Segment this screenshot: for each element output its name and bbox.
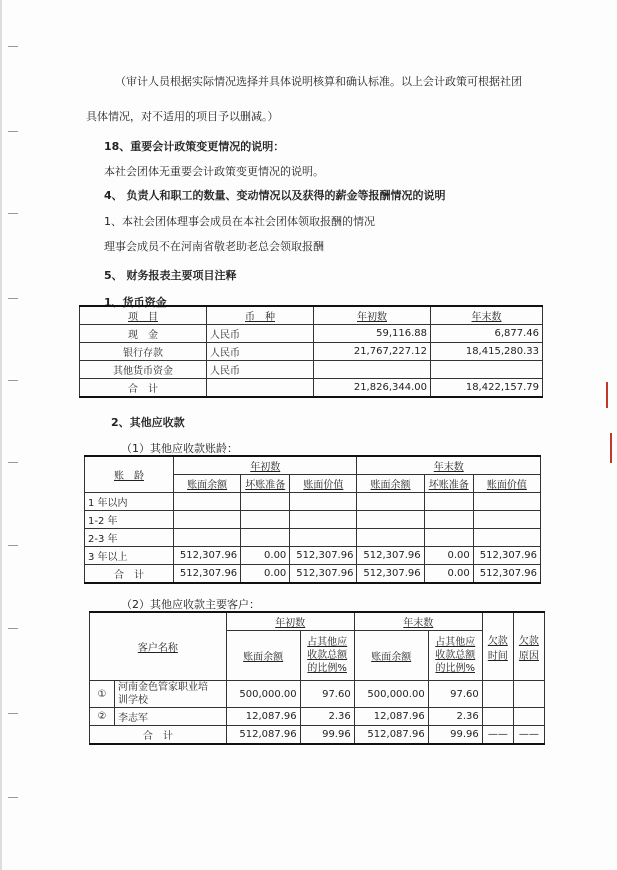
header-begin-group: 年初数	[226, 612, 354, 631]
section-4-heading: 4、 负责人和职工的数量、变动情况以及获得的薪金等报酬情况的说明	[104, 189, 446, 202]
cell	[174, 529, 241, 547]
header-text: 收款总额	[307, 650, 348, 661]
cell	[314, 361, 431, 379]
margin-mark	[8, 628, 18, 629]
red-margin-mark	[606, 382, 608, 408]
header-cell: 账面余额	[354, 631, 428, 681]
cell-text: 河南金色管家职业培	[118, 682, 208, 693]
cell: 人民币	[207, 325, 314, 343]
cell: 12,087.96	[354, 708, 428, 726]
cash-col-end	[431, 306, 543, 325]
margin-mark	[8, 713, 18, 714]
header-text: 收款总额	[435, 650, 476, 661]
cell	[290, 529, 357, 547]
table-row	[80, 361, 543, 379]
cell: 18,415,280.33	[431, 343, 543, 361]
cell: 现 金	[80, 325, 207, 343]
margin-mark	[8, 380, 18, 381]
aging-table	[84, 455, 541, 584]
customers-table	[89, 611, 545, 745]
cell: 人民币	[207, 343, 314, 361]
cell: 2.36	[428, 708, 482, 726]
margin-mark	[8, 46, 18, 47]
audit-note-line-1: （审计人员根据实际情况选择并具体说明核算和确认标准。以上会计政策可根据社团	[115, 75, 522, 88]
cell: ①	[90, 681, 115, 708]
cell: 59,116.88	[314, 325, 431, 343]
header-cell: 账面余额	[226, 631, 300, 681]
section-4-item: 1、本社会团体理事会成员在本社会团体领取报酬的情况	[104, 215, 375, 228]
margin-mark	[8, 131, 18, 132]
header-age: 账 龄	[85, 456, 174, 493]
cell: 1-2 年	[85, 511, 174, 529]
header-text: 项 目	[128, 312, 158, 323]
table-row	[85, 529, 541, 547]
cell	[424, 529, 473, 547]
section-5-heading: 5、 财务报表主要项目注释	[104, 269, 237, 282]
cell: 512,087.96	[226, 726, 300, 745]
cell	[241, 529, 290, 547]
header-cell: 账面价值	[290, 475, 357, 493]
header-text: 原因	[518, 650, 539, 662]
cell: 512,087.96	[354, 726, 428, 745]
section-18-heading: 18、重要会计政策变更情况的说明：	[104, 140, 285, 153]
header-overdue-reason	[513, 612, 544, 681]
header-end-group: 年末数	[354, 612, 482, 631]
cell: 1 年以内	[85, 493, 174, 511]
section-18-body: 本社会团体无重要会计政策变更情况的说明。	[104, 165, 324, 178]
margin-mark	[8, 797, 18, 798]
cell: 0.00	[241, 565, 290, 584]
table-row	[90, 726, 545, 745]
cell: 500,000.00	[354, 681, 428, 708]
header-text: 占其他应	[307, 637, 348, 648]
cell: 0.00	[424, 565, 473, 584]
cell: 512,307.96	[290, 547, 357, 565]
cell: 银行存款	[80, 343, 207, 361]
cell: 李志军	[115, 708, 227, 726]
audit-note-line-2: 具体情况，对不适用的项目予以删减。）	[86, 110, 279, 123]
header-cell	[428, 631, 482, 681]
red-margin-mark	[610, 433, 612, 463]
table-row	[80, 325, 543, 343]
header-text: 欠款	[518, 635, 539, 647]
cell: 18,422,157.79	[431, 379, 543, 398]
page-edge	[0, 0, 2, 870]
header-cell: 坏账准备	[424, 475, 473, 493]
header-cell	[300, 631, 354, 681]
cell	[431, 361, 543, 379]
cash-heading: 1、货币资金	[104, 296, 167, 309]
table-row	[80, 343, 543, 361]
customers-subheading: （2）其他应收款主要客户：	[121, 598, 260, 611]
header-end-group: 年末数	[357, 456, 541, 475]
header-cell: 坏账准备	[241, 475, 290, 493]
cell: 99.96	[300, 726, 354, 745]
cell: 512,307.96	[473, 565, 540, 584]
margin-mark	[8, 545, 18, 546]
cell	[473, 511, 540, 529]
cell	[174, 493, 241, 511]
cell	[424, 493, 473, 511]
cell: 21,767,227.12	[314, 343, 431, 361]
header-overdue-time	[482, 612, 513, 681]
cell: 6,877.46	[431, 325, 543, 343]
margin-mark	[8, 298, 18, 299]
table-row	[85, 493, 541, 511]
header-cell: 账面价值	[473, 475, 540, 493]
cell: 500,000.00	[226, 681, 300, 708]
cell: 512,307.96	[174, 565, 241, 584]
table-row	[90, 708, 545, 726]
cell: 0.00	[241, 547, 290, 565]
cell	[115, 681, 227, 708]
header-text: 的比例%	[435, 663, 475, 674]
cash-col-begin	[314, 306, 431, 325]
header-text: 年末数	[471, 312, 502, 323]
header-text: 欠款	[487, 635, 508, 647]
cell	[241, 493, 290, 511]
cell: 512,307.96	[290, 565, 357, 584]
cell	[513, 708, 544, 726]
cell: 21,826,344.00	[314, 379, 431, 398]
cell	[482, 708, 513, 726]
cell: 12,087.96	[226, 708, 300, 726]
cell	[290, 493, 357, 511]
cell	[290, 511, 357, 529]
cell: 512,307.96	[174, 547, 241, 565]
cell: ②	[90, 708, 115, 726]
cell: ——	[513, 726, 544, 745]
cell: 97.60	[300, 681, 354, 708]
cell	[357, 511, 424, 529]
cash-table	[79, 305, 543, 398]
cell	[174, 511, 241, 529]
cell: 0.00	[424, 547, 473, 565]
cell: 99.96	[428, 726, 482, 745]
cell: 512,307.96	[357, 565, 424, 584]
margin-mark	[8, 213, 18, 214]
cell: 合 计	[90, 726, 227, 745]
cell: 512,307.96	[357, 547, 424, 565]
table-row	[80, 379, 543, 398]
table-row	[85, 511, 541, 529]
cell	[482, 681, 513, 708]
cell-text: 训学校	[118, 695, 148, 706]
cash-col-currency	[207, 306, 314, 325]
cell	[473, 493, 540, 511]
cell: 97.60	[428, 681, 482, 708]
cell	[357, 529, 424, 547]
cell: ——	[482, 726, 513, 745]
cell: 2.36	[300, 708, 354, 726]
header-text: 时间	[487, 650, 508, 662]
cell	[513, 681, 544, 708]
header-cell: 账面余额	[174, 475, 241, 493]
header-text: 币 种	[245, 312, 275, 323]
cell	[207, 379, 314, 398]
table-row	[90, 681, 545, 708]
header-text: 占其他应	[435, 637, 476, 648]
cell: 其他货币资金	[80, 361, 207, 379]
header-begin-group: 年初数	[174, 456, 357, 475]
header-text: 的比例%	[307, 663, 347, 674]
header-text: 年初数	[357, 312, 387, 323]
cell: 512,307.96	[473, 547, 540, 565]
cell	[473, 529, 540, 547]
receivables-heading: 2、其他应收款	[111, 416, 185, 429]
cell: 人民币	[207, 361, 314, 379]
cell	[241, 511, 290, 529]
cell	[357, 493, 424, 511]
margin-mark	[8, 462, 18, 463]
cell: 合 计	[85, 565, 174, 584]
aging-subheading: （1）其他应收款账龄：	[121, 442, 238, 455]
section-4-body: 理事会成员不在河南省敬老助老总会领取报酬	[104, 240, 324, 253]
cell: 合 计	[80, 379, 207, 398]
cash-col-item	[80, 306, 207, 325]
cell: 3 年以上	[85, 547, 174, 565]
header-cell: 账面余额	[357, 475, 424, 493]
cell	[424, 511, 473, 529]
header-customer-name: 客户名称	[90, 612, 227, 681]
table-row	[85, 565, 541, 584]
table-row	[85, 547, 541, 565]
cell: 2-3 年	[85, 529, 174, 547]
